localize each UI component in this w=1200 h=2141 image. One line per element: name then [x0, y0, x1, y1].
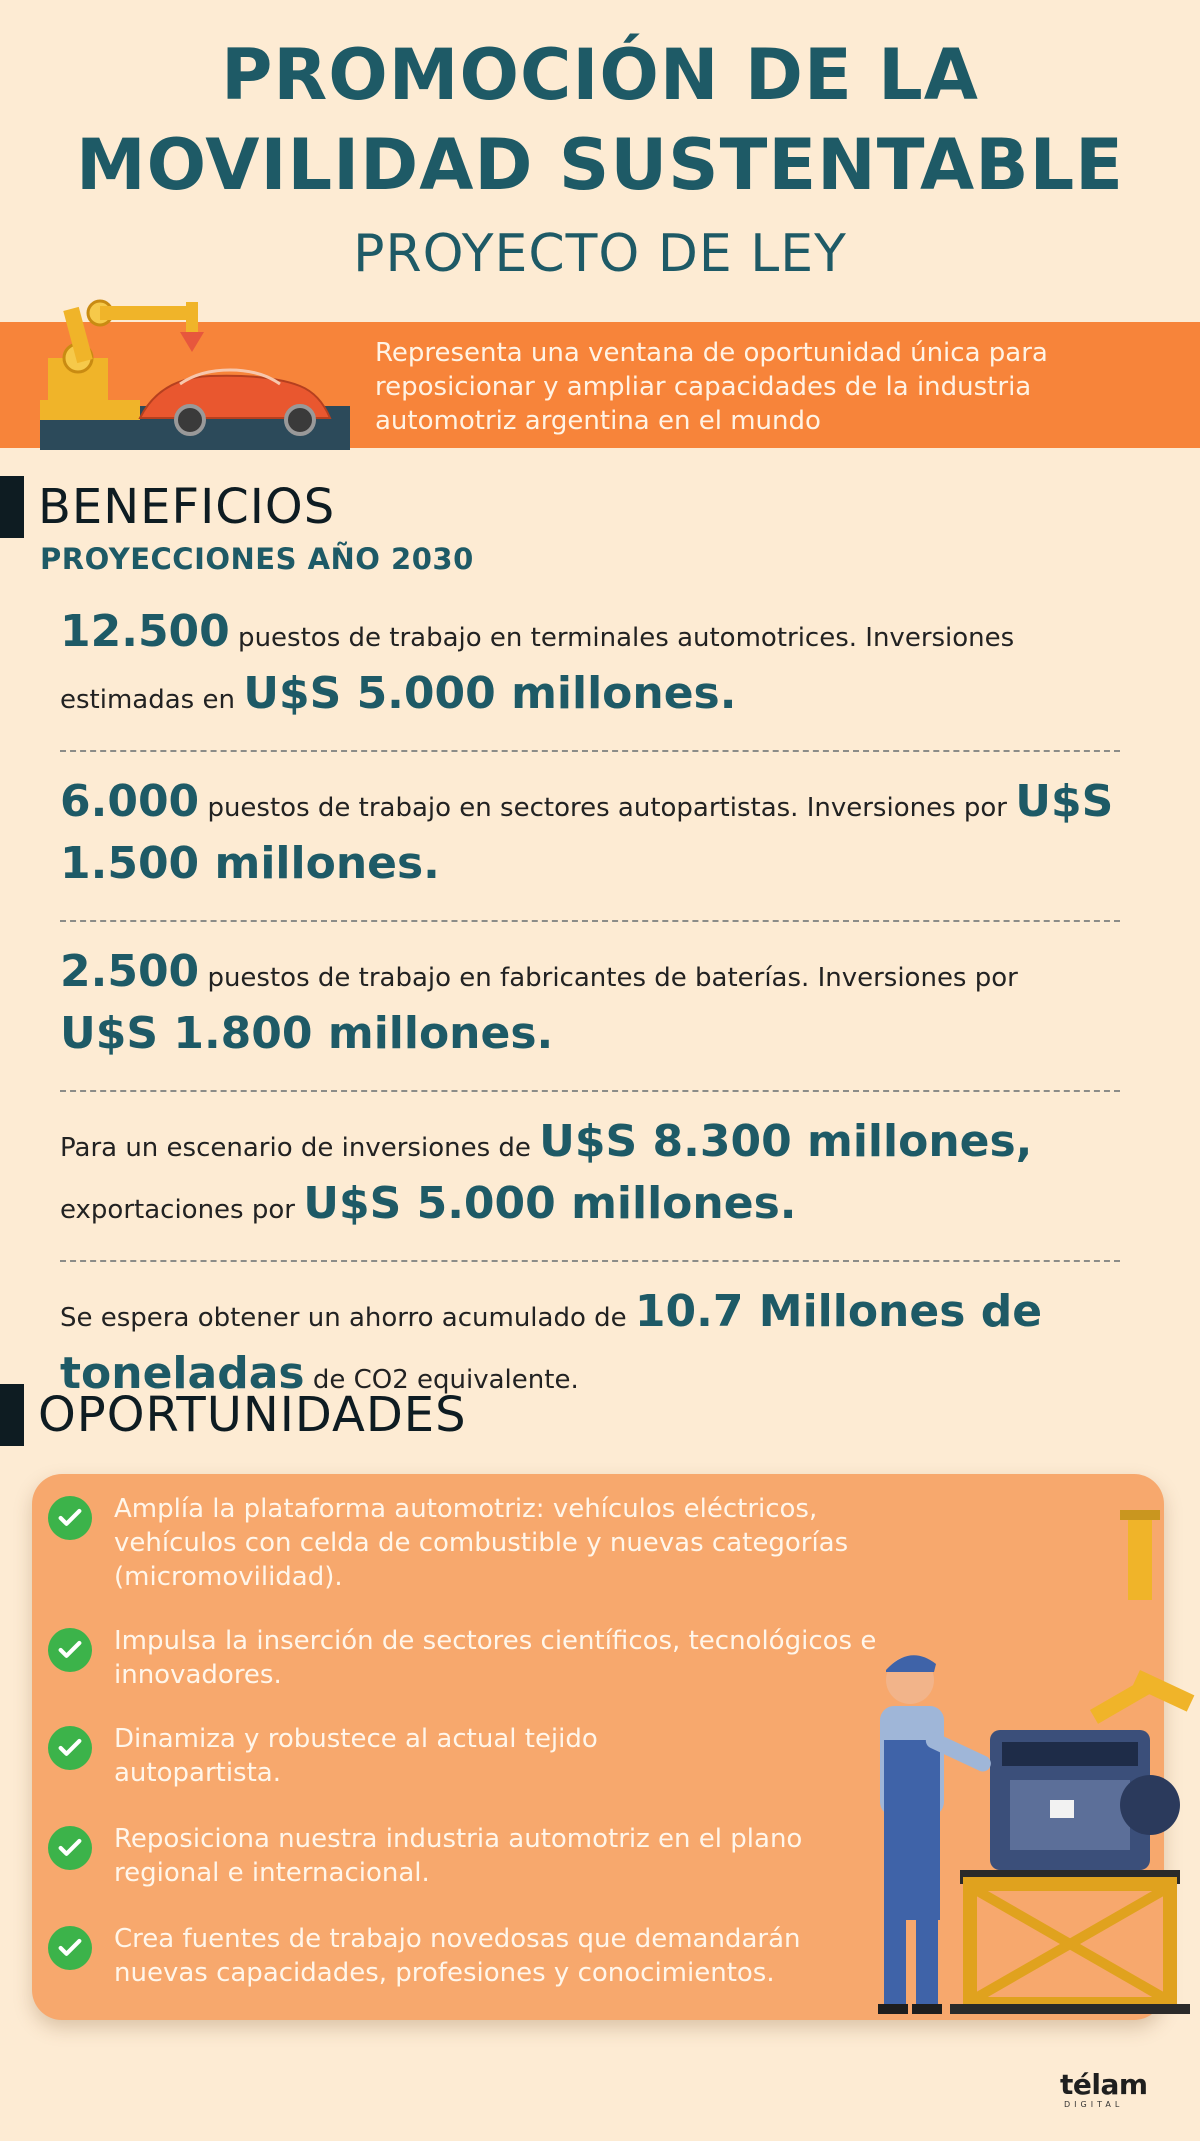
- projection-label: PROYECCIONES AÑO 2030: [40, 542, 474, 576]
- benefit-item: [60, 1110, 1120, 1262]
- telam-logo-sub: DIGITAL: [1064, 2100, 1124, 2109]
- page-title-line-1: PROMOCIÓN DE LA: [221, 34, 979, 116]
- opportunity-text: Reposiciona nuestra industria automotriz en el plano regional e internacional.: [114, 1824, 803, 1888]
- benefit-text: puestos de trabajo en sectores autopartistas. Inversiones por: [199, 793, 1016, 823]
- benefit-item: [60, 940, 1120, 1092]
- benefits-title: BENEFICIOS: [38, 479, 336, 535]
- benefit-amount: U$S 1.800 millones.: [60, 1008, 554, 1059]
- worker-engine-illustration: [850, 1510, 1200, 2030]
- robot-arm-car-illustration: [40, 288, 360, 450]
- opportunities-title: OPORTUNIDADES: [38, 1387, 467, 1443]
- check-icon: [48, 1496, 92, 1540]
- benefit-jobs-number: 2.500: [60, 946, 200, 997]
- section-marker: [0, 476, 24, 538]
- benefit-jobs-number: 6.000: [60, 776, 200, 827]
- check-icon: [48, 1726, 92, 1770]
- opportunity-text: Impulsa la inserción de sectores científicos, tecnológicos e innovadores.: [114, 1626, 877, 1690]
- benefit-investment-amount: U$S 8.300 millones,: [539, 1116, 1033, 1167]
- check-icon: [48, 1826, 92, 1870]
- opportunity-text: Amplía la plataforma automotriz: vehículos eléctricos, vehículos con celda de combustible y nuevas categorías (micromovilidad).: [114, 1494, 849, 1592]
- banner-text: Representa una ventana de oportunidad única para reposicionar y ampliar capacidades de la industria automotriz argentina en el mundo: [375, 338, 1048, 436]
- check-icon: [48, 1926, 92, 1970]
- benefit-export-amount: U$S 5.000 millones.: [303, 1178, 797, 1229]
- benefit-amount: U$S 1.500 millones.: [60, 776, 1114, 889]
- benefit-text: Se espera obtener un ahorro acumulado de: [60, 1303, 635, 1333]
- benefit-text: puestos de trabajo en fabricantes de baterías. Inversiones por: [199, 963, 1018, 993]
- benefit-text: puestos de trabajo en terminales automotrices. Inversiones estimadas en: [60, 623, 1015, 715]
- benefit-jobs-number: 12.500: [60, 606, 230, 657]
- opportunity-text: Dinamiza y robustece al actual tejido autopartista.: [114, 1724, 598, 1788]
- benefit-co2-amount: 10.7 Millones de toneladas: [60, 1286, 1043, 1399]
- page-subtitle: PROYECTO DE LEY: [353, 224, 847, 284]
- benefit-text: de CO2 equivalente.: [304, 1365, 579, 1395]
- check-icon: [48, 1628, 92, 1672]
- benefit-text: Para un escenario de inversiones de: [60, 1133, 540, 1163]
- benefit-item: [60, 770, 1120, 922]
- benefit-item: [60, 600, 1120, 752]
- telam-logo: télam: [1060, 2068, 1148, 2101]
- benefits-list: [60, 600, 1120, 1448]
- title-block: [0, 30, 1200, 292]
- benefit-text: exportaciones por: [60, 1195, 304, 1225]
- page-title-line-2: MOVILIDAD SUSTENTABLE: [76, 124, 1124, 206]
- section-marker: [0, 1384, 24, 1446]
- benefit-amount: U$S 5.000 millones.: [243, 668, 737, 719]
- opportunity-text: Crea fuentes de trabajo novedosas que demandarán nuevas capacidades, profesiones y conocimientos.: [114, 1924, 801, 1988]
